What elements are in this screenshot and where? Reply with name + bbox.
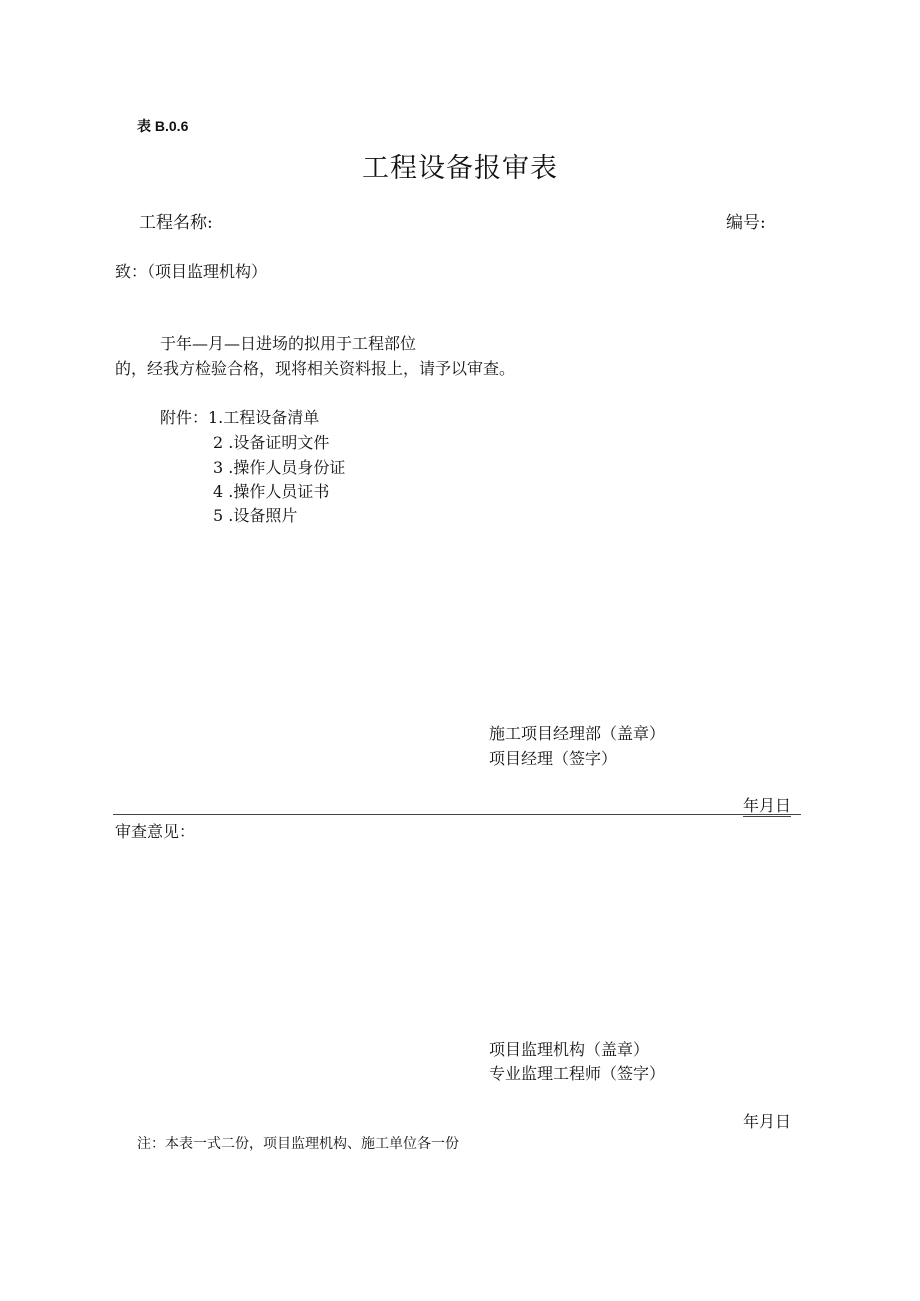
- page-title: 工程设备报审表: [362, 153, 558, 184]
- attachment-item-1: 附件：1.工程设备清单: [160, 408, 320, 427]
- supervisor-date-label: 年月日: [743, 1112, 792, 1131]
- project-name-label: 工程名称:: [139, 213, 213, 233]
- recipient-line: 致：（项目监理机构）: [115, 262, 268, 281]
- attachment-item-5: 5 .设备照片: [213, 506, 298, 525]
- attachment-item-2: 2 .设备证明文件: [213, 433, 330, 452]
- contractor-date-label: 年月日: [743, 793, 791, 817]
- review-opinion-label: 审查意见：: [115, 822, 196, 841]
- attachment-item-4: 4 .操作人员证书: [213, 482, 330, 501]
- attachment-item-3: 3 .操作人员身份证: [213, 458, 346, 477]
- body-text-line-1: 于年—月—日进场的拟用于工程部位: [160, 334, 417, 353]
- table-id: 表 B.0.6: [137, 118, 189, 134]
- footnote: 注：本表一式二份，项目监理机构、施工单位各一份: [137, 1136, 459, 1152]
- body-text-line-2: 的，经我方检验合格，现将相关资料报上，请予以审查。: [115, 359, 516, 378]
- section-divider: [113, 814, 801, 815]
- supervisor-seal-label: 项目监理机构（盖章）: [489, 1040, 650, 1059]
- contractor-sign-label: 项目经理（签字）: [489, 749, 618, 768]
- contractor-seal-label: 施工项目经理部（盖章）: [489, 724, 666, 743]
- number-label: 编号:: [726, 213, 766, 233]
- supervisor-sign-label: 专业监理工程师（签字）: [489, 1064, 666, 1083]
